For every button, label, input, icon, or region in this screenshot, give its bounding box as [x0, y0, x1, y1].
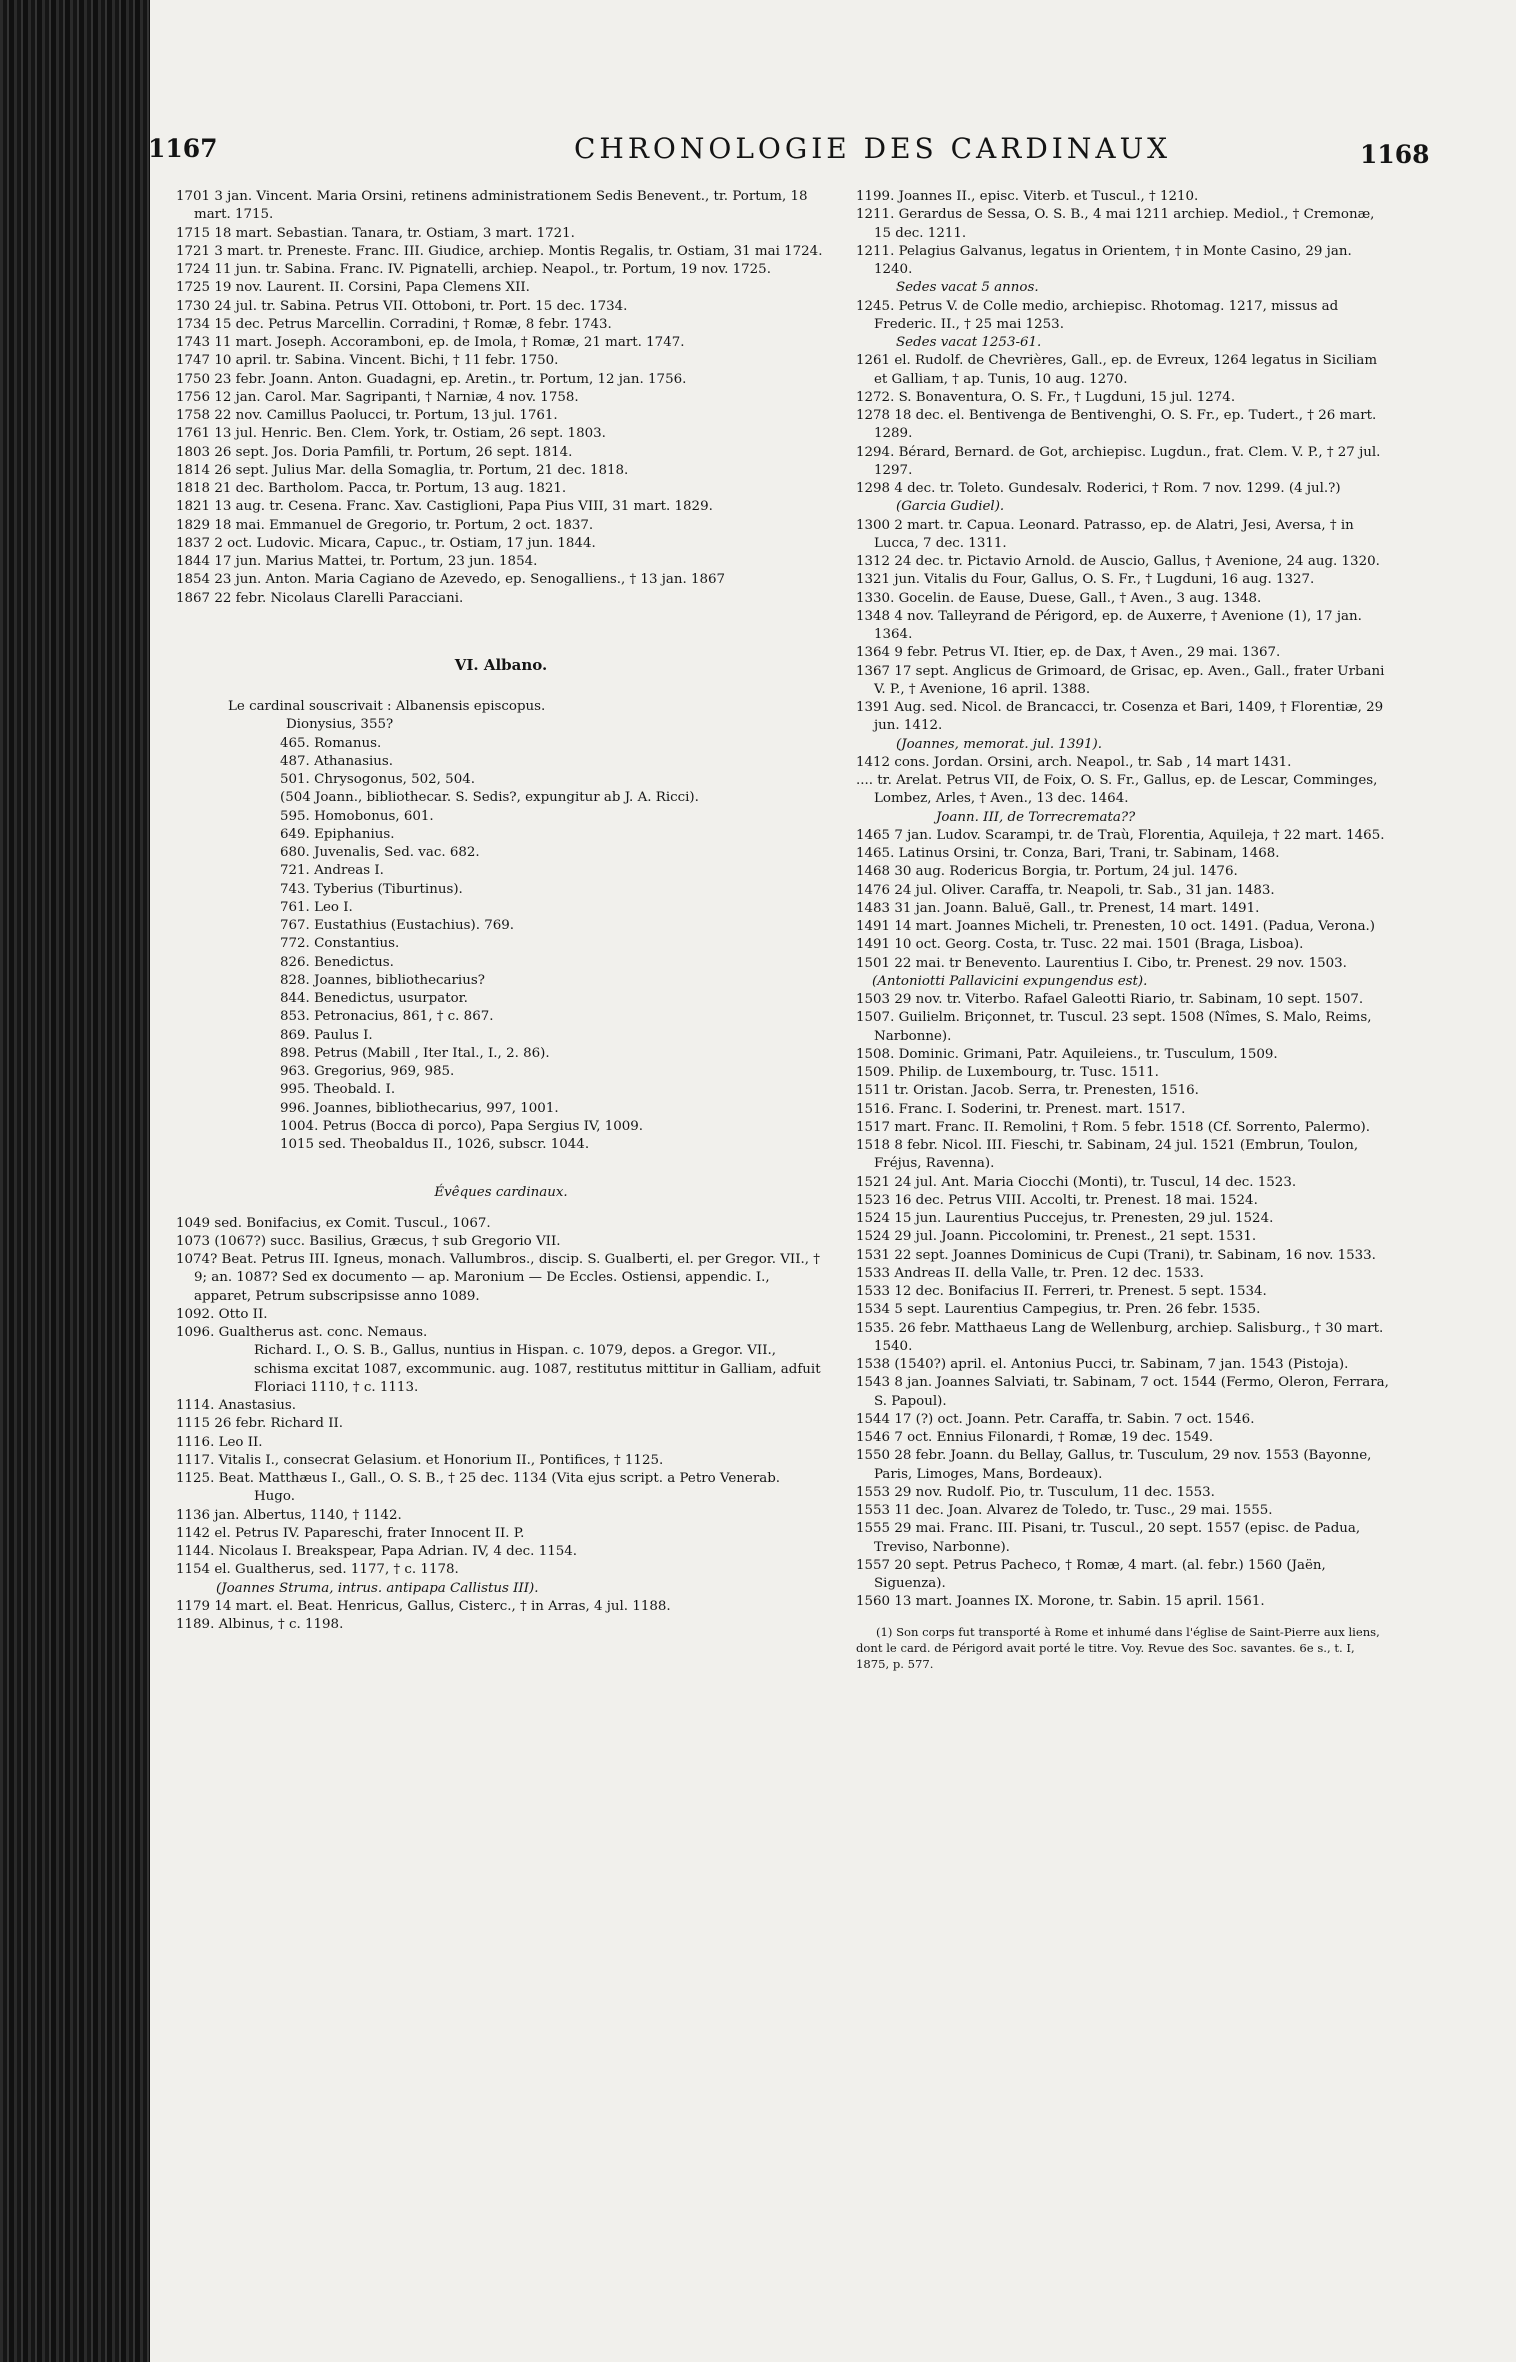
section-heading-albano: VI. Albano.	[454, 655, 548, 674]
entry: 1096. Gualtherus ast. conc. Nemaus.	[176, 1325, 428, 1340]
entries-block-2	[856, 298, 1390, 335]
entry: 1015 sed. Theobaldus II., 1026, subscr. 1044.	[280, 1137, 590, 1152]
entry: 1465 7 jan. Ludov. Scarampi, tr. de Traù, Florentia, Aquileja, † 22 mart. 1465.	[856, 827, 1385, 843]
entry: 828. Joannes, bibliothecarius?	[280, 972, 485, 988]
entries-suburbicarian	[176, 188, 826, 608]
entry: 1491 14 mart. Joannes Micheli, tr. Prenesten, 10 oct. 1491. (Padua, Verona.)	[856, 919, 1376, 934]
entry: 1814 26 sept. Julius Mar. della Somaglia, tr. Portum, 21 dec. 1818.	[176, 462, 629, 478]
entry: 995. Theobald. I.	[280, 1082, 396, 1098]
entries-block-1	[856, 188, 1390, 279]
entry: 1550 28 febr. Joann. du Bellay, Gallus, tr. Tusculum, 29 nov. 1553 (Bayonne, Paris, Limoges, Mans, Bordeaux).	[856, 1448, 1372, 1482]
entry: 1136 jan. Albertus, 1140, † 1142.	[176, 1507, 402, 1523]
entry: 1758 22 nov. Camillus Paolucci, tr. Portum, 13 jul. 1761.	[176, 408, 558, 423]
entry: 1483 31 jan. Joann. Baluë, Gall., tr. Prenest, 14 mart. 1491.	[856, 900, 1260, 916]
entry: 963. Gregorius, 969, 985.	[280, 1064, 455, 1079]
entry: 1734 15 dec. Petrus Marcellin. Corradini, † Romæ, 8 febr. 1743.	[176, 316, 612, 332]
entries-end	[176, 1507, 826, 1580]
entry: 1518 8 febr. Nicol. III. Fieschi, tr. Sabinam, 24 jul. 1521 (Embrun, Toulon, Fréjus, Ravenna).	[856, 1138, 1359, 1172]
entry: 1004. Petrus (Bocca di porco), Papa Sergius IV, 1009.	[280, 1118, 644, 1134]
entry: 1546 7 oct. Ennius Filonardi, † Romæ, 19 dec. 1549.	[856, 1430, 1213, 1445]
scan-left-margin	[0, 0, 150, 2362]
subheading-eveques: Évêques cardinaux.	[434, 1185, 568, 1201]
entries-block-6	[856, 827, 1390, 973]
entry: 1524 29 jul. Joann. Piccolomini, tr. Prenest., 21 sept. 1531.	[856, 1229, 1257, 1245]
entry: 1756 12 jan. Carol. Mar. Sagripanti, † Narniæ, 4 nov. 1758.	[176, 389, 579, 405]
entry: 649. Epiphanius.	[280, 826, 395, 842]
entry: 1750 23 febr. Joann. Anton. Guadagni, ep. Aretin., tr. Portum, 12 jan. 1756.	[176, 371, 687, 387]
entry: 1501 22 mai. tr Benevento. Laurentius I. Cibo, tr. Prenest. 29 nov. 1503.	[856, 955, 1347, 971]
richard-entry: Richard. I., O. S. B., Gallus, nuntius in Hispan. c. 1079, depos. a Gregor. VII., schisma excitat 1087, excommunic. aug. 1087, restitutus mittitur in Galliam, adfuit Floriaci 1110, † c. 1113.	[254, 1343, 821, 1395]
entry: 1555 29 mai. Franc. III. Pisani, tr. Tuscul., 20 sept. 1557 (episc. de Padua, Treviso, Narbonne).	[856, 1521, 1361, 1555]
entry: 1154 el. Gualtherus, sed. 1177, † c. 1178.	[176, 1562, 459, 1578]
entry: 1211. Pelagius Galvanus, legatus in Orientem, † in Monte Casino, 29 jan. 1240.	[856, 243, 1352, 277]
entry: 1725 19 nov. Laurent. II. Corsini, Papa Clemens XII.	[176, 280, 530, 296]
entry: 1503 29 nov. tr. Viterbo. Rafael Galeotti Riario, tr. Sabinam, 10 sept. 1507.	[856, 992, 1364, 1007]
note-antoniotti: (Antoniotti Pallavicini expungendus est).	[872, 973, 1148, 989]
entry: 853. Petronacius, 861, † c. 867.	[280, 1009, 494, 1025]
entry: 826. Benedictus.	[280, 954, 394, 970]
entry: 1544 17 (?) oct. Joann. Petr. Caraffa, tr. Sabin. 7 oct. 1546.	[856, 1411, 1255, 1427]
entry: 996. Joannes, bibliothecarius, 997, 1001.	[280, 1100, 559, 1116]
entry: 1294. Bérard, Bernard. de Got, archiepisc. Lugdun., frat. Clem. V. P., † 27 jul. 1297.	[856, 444, 1381, 478]
entry: 1476 24 jul. Oliver. Caraffa, tr. Neapoli, tr. Sab., 31 jan. 1483.	[856, 882, 1275, 898]
note-joann-iii: Joann. III, de Torrecremata??	[936, 809, 1136, 825]
entry: 1854 23 jun. Anton. Maria Cagiano de Azevedo, ep. Senogalliens., † 13 jan. 1867	[176, 572, 726, 588]
note-joannes-struma: (Joannes Struma, intrus. antipapa Callistus III).	[216, 1580, 539, 1596]
entry: 1511 tr. Oristan. Jacob. Serra, tr. Prenesten, 1516.	[856, 1083, 1199, 1099]
entries-block-4	[856, 517, 1390, 736]
entry: 501. Chrysogonus, 502, 504.	[280, 772, 475, 787]
entry: 1144. Nicolaus I. Breakspear, Papa Adrian. IV, 4 dec. 1154.	[176, 1544, 578, 1559]
entry: 1818 21 dec. Bartholom. Pacca, tr. Portum, 13 aug. 1821.	[176, 481, 567, 496]
entry: 1114. Anastasius.	[176, 1398, 297, 1413]
entry: 1517 mart. Franc. II. Remolini, † Rom. 5 febr. 1518 (Cf. Sorrento, Palermo).	[856, 1119, 1371, 1135]
entry: 1073 (1067?) succ. Basilius, Græcus, † sub Gregorio VII.	[176, 1233, 561, 1249]
intro-line: Le cardinal souscrivait : Albanensis episcopus.	[228, 699, 546, 714]
entry: 1516. Franc. I. Soderini, tr. Prenest. mart. 1517.	[856, 1101, 1186, 1117]
entry: (504 Joann., bibliothecar. S. Sedis?, expungitur ab J. A. Ricci).	[280, 790, 699, 806]
entry: 1509. Philip. de Luxembourg, tr. Tusc. 1511.	[856, 1065, 1159, 1080]
entry: 1538 (1540?) april. el. Antonius Pucci, tr. Sabinam, 7 jan. 1543 (Pistoja).	[856, 1357, 1349, 1372]
entries-after-richard	[176, 1397, 826, 1488]
note-garcia: (Garcia Gudiel).	[896, 499, 1005, 515]
entry: 1367 17 sept. Anglicus de Grimoard, de Grisac, ep. Aven., Gall., frater Urbani V. P., † Avenione, 16 april. 1388.	[856, 663, 1385, 697]
entry: 1199. Joannes II., episc. Viterb. et Tuscul., † 1210.	[856, 189, 1199, 204]
entry: 1523 16 dec. Petrus VIII. Accolti, tr. Prenest. 18 mai. 1524.	[856, 1192, 1258, 1208]
entry: 1821 13 aug. tr. Cesena. Franc. Xav. Castiglioni, Papa Pius VIII, 31 mart. 1829.	[176, 499, 713, 515]
entry: 1125. Beat. Matthæus I., Gall., O. S. B., † 25 dec. 1134 (Vita ejus script. a Petro Venerab.	[176, 1471, 781, 1486]
entry: 1298 4 dec. tr. Toleto. Gundesalv. Roderici, † Rom. 7 nov. 1299. (4 jul.?)	[856, 481, 1341, 496]
entries-block-3	[856, 352, 1390, 498]
entry: 1844 17 jun. Marius Mattei, tr. Portum, 23 jun. 1854.	[176, 554, 538, 569]
entry: 1508. Dominic. Grimani, Patr. Aquileiens., tr. Tusculum, 1509.	[856, 1046, 1278, 1062]
entry: 1524 15 jun. Laurentius Puccejus, tr. Prenesten, 29 jul. 1524.	[856, 1211, 1274, 1226]
entry: 1116. Leo II.	[176, 1434, 263, 1450]
entry: 1272. S. Bonaventura, O. S. Fr., † Lugduni, 15 jul. 1274.	[856, 389, 1236, 405]
entry: 1074? Beat. Petrus III. Igneus, monach. Vallumbros., discip. S. Gualberti, el. per Gregor. VII., † 9; an. 1087? Sed ex documento — ap. Maronium — De Eccles. Ostiensi, appendic. I., apparet, Petrum subscripsisse anno 1089.	[176, 1252, 820, 1304]
entry: 1278 18 dec. el. Bentivenga de Bentivenghi, O. S. Fr., ep. Tudert., † 26 mart. 1289.	[856, 408, 1377, 442]
entry: 1330. Gocelin. de Eause, Duese, Gall., † Aven., 3 aug. 1348.	[856, 590, 1262, 606]
entry: 1142 el. Petrus IV. Papareschi, frater Innocent II. P.	[176, 1525, 525, 1541]
hugo-entry: Hugo.	[254, 1489, 295, 1505]
entry: 1829 18 mai. Emmanuel de Gregorio, tr. Portum, 2 oct. 1837.	[176, 517, 594, 533]
entry: 595. Homobonus, 601.	[280, 808, 434, 824]
entries-block-7	[856, 991, 1390, 1612]
running-title: CHRONOLOGIE DES CARDINAUX	[574, 132, 1172, 165]
entry: 1211. Gerardus de Sessa, O. S. B., 4 mai 1211 archiep. Mediol., † Cremonæ, 15 dec. 1211.	[856, 207, 1375, 241]
entry: 1300 2 mart. tr. Capua. Leonard. Patrasso, ep. de Alatri, Jesi, Aversa, † in Lucca, 7 dec. 1311.	[856, 517, 1354, 551]
entry: 1261 el. Rudolf. de Chevrières, Gall., ep. de Evreux, 1264 legatus in Siciliam et Galliam, † ap. Tunis, 10 aug. 1270.	[856, 353, 1378, 387]
entry: 1364 9 febr. Petrus VI. Itier, ep. de Dax, † Aven., 29 mai. 1367.	[856, 645, 1281, 661]
entry: 1468 30 aug. Rodericus Borgia, tr. Portum, 24 jul. 1476.	[856, 864, 1238, 880]
entry: 898. Petrus (Mabill , Iter Ital., I., 2. 86).	[280, 1045, 550, 1061]
entry: 1507. Guilielm. Briçonnet, tr. Tuscul. 23 sept. 1508 (Nîmes, S. Malo, Reims, Narbonne).	[856, 1010, 1372, 1044]
entry: 1534 5 sept. Laurentius Campegius, tr. Pren. 26 febr. 1535.	[856, 1302, 1261, 1318]
entry: 1867 22 febr. Nicolaus Clarelli Paracciani.	[176, 590, 464, 606]
entry: 1533 Andreas II. della Valle, tr. Pren. 12 dec. 1533.	[856, 1265, 1204, 1281]
entry: 1535. 26 febr. Matthaeus Lang de Wellenburg, archiep. Salisburg., † 30 mart. 1540.	[856, 1320, 1384, 1354]
entry: 743. Tyberius (Tiburtinus).	[280, 881, 463, 897]
entry: 1837 2 oct. Ludovic. Micara, Capuc., tr. Ostiam, 17 jun. 1844.	[176, 535, 596, 551]
entry: 1761 13 jul. Henric. Ben. Clem. York, tr. Ostiam, 26 sept. 1803.	[176, 426, 606, 442]
left-column	[176, 188, 826, 1634]
page-number-left: 1167	[148, 134, 218, 163]
entry: 1245. Petrus V. de Colle medio, archiepisc. Rhotomag. 1217, missus ad Frederic. II., † 25 mai 1253.	[856, 298, 1339, 332]
entry: 1391 Aug. sed. Nicol. de Brancacci, tr. Cosenza et Bari, 1409, † Florentiæ, 29 jun. 1412.	[856, 700, 1384, 734]
entries-albano	[280, 735, 826, 1155]
entry: 1117. Vitalis I., consecrat Gelasium. et Honorium II., Pontifices, † 1125.	[176, 1452, 664, 1468]
entry: 1531 22 sept. Joannes Dominicus de Cupi (Trani), tr. Sabinam, 16 nov. 1533.	[856, 1247, 1376, 1263]
entry: 487. Athanasius.	[280, 753, 394, 769]
entry: 1724 11 jun. tr. Sabina. Franc. IV. Pignatelli, archiep. Neapol., tr. Portum, 19 nov. 1725.	[176, 262, 771, 277]
entry: 1049 sed. Bonifacius, ex Comit. Tuscul., 1067.	[176, 1215, 491, 1231]
entry: 1465. Latinus Orsini, tr. Conza, Bari, Trani, tr. Sabinam, 1468.	[856, 846, 1280, 861]
sedes-vacat-1: Sedes vacat 5 annos.	[896, 280, 1039, 296]
entry: 465. Romanus.	[280, 735, 382, 751]
entry: 1553 11 dec. Joan. Alvarez de Toledo, tr. Tusc., 29 mai. 1555.	[856, 1503, 1273, 1518]
entry: 869. Paulus I.	[280, 1027, 373, 1043]
entry: 1179 14 mart. el. Beat. Henricus, Gallus, Cisterc., † in Arras, 4 jul. 1188.	[176, 1598, 671, 1614]
entry: 772. Constantius.	[280, 936, 400, 952]
entry: 761. Leo I.	[280, 899, 353, 915]
entry: 1092. Otto II.	[176, 1306, 268, 1322]
entry: 1533 12 dec. Bonifacius II. Ferreri, tr. Prenest. 5 sept. 1534.	[856, 1284, 1267, 1299]
entry: 1491 10 oct. Georg. Costa, tr. Tusc. 22 mai. 1501 (Braga, Lisboa).	[856, 937, 1304, 953]
entry: 1560 13 mart. Joannes IX. Morone, tr. Sabin. 15 april. 1561.	[856, 1594, 1265, 1610]
page-number-right: 1168	[1360, 140, 1430, 169]
entry: 721. Andreas I.	[280, 863, 384, 879]
entry: 1721 3 mart. tr. Preneste. Franc. III. Giudice, archiep. Montis Regalis, tr. Ostiam, 31 mai 1724.	[176, 243, 823, 259]
entry: .... tr. Arelat. Petrus VII, de Foix, O. S. Fr., Gallus, ep. de Lescar, Comminges, Lombez, Arles, † Aven., 13 dec. 1464.	[856, 773, 1378, 807]
entry: 1557 20 sept. Petrus Pacheco, † Romæ, 4 mart. (al. febr.) 1560 (Jaën, Siguenza).	[856, 1557, 1326, 1591]
entry: 1348 4 nov. Talleyrand de Périgord, ep. de Auxerre, † Avenione (1), 17 jan. 1364.	[856, 608, 1362, 642]
footnote: (1) Son corps fut transporté à Rome et inhumé dans l'église de Saint-Pierre aux liens, dont le card. de Périgord avait porté le titre. Voy. Revue des Soc. savantes. 6e s., t. I, 1875, p. 577.	[856, 1624, 1380, 1671]
entry: 1312 24 dec. tr. Pictavio Arnold. de Auscio, Gallus, † Avenione, 24 aug. 1320.	[856, 554, 1380, 569]
entry: 1553 29 nov. Rudolf. Pio, tr. Tusculum, 11 dec. 1553.	[856, 1484, 1215, 1500]
note-joannes-memorat: (Joannes, memorat. jul. 1391).	[896, 736, 1102, 752]
entry: 1115 26 febr. Richard II.	[176, 1416, 344, 1432]
entry: 1321 jun. Vitalis du Four, Gallus, O. S. Fr., † Lugduni, 16 aug. 1327.	[856, 572, 1315, 588]
entry: 680. Juvenalis, Sed. vac. 682.	[280, 845, 480, 860]
entry: 1730 24 jul. tr. Sabina. Petrus VII. Ottoboni, tr. Port. 15 dec. 1734.	[176, 298, 628, 314]
entry: 1803 26 sept. Jos. Doria Pamfili, tr. Portum, 26 sept. 1814.	[176, 444, 573, 460]
entry: 1747 10 april. tr. Sabina. Vincent. Bichi, † 11 febr. 1750.	[176, 353, 559, 369]
intro-first: Dionysius, 355?	[286, 717, 394, 733]
entry: 1412 cons. Jordan. Orsini, arch. Neapol., tr. Sab , 14 mart 1431.	[856, 754, 1292, 770]
entries-block-5	[856, 754, 1390, 809]
sedes-vacat-2: Sedes vacat 1253-61.	[896, 335, 1042, 350]
entries-final	[176, 1598, 826, 1635]
entry: 1521 24 jul. Ant. Maria Ciocchi (Monti), tr. Tuscul, 14 dec. 1523.	[856, 1174, 1297, 1190]
right-column	[856, 188, 1390, 1683]
entry: 1743 11 mart. Joseph. Accoramboni, ep. de Imola, † Romæ, 21 mart. 1747.	[176, 335, 685, 350]
entry: 1543 8 jan. Joannes Salviati, tr. Sabinam, 7 oct. 1544 (Fermo, Oleron, Ferrara, S. Papoul).	[856, 1375, 1389, 1409]
entry: 1701 3 jan. Vincent. Maria Orsini, retinens administrationem Sedis Benevent., tr. Portum, 18 mart. 1715.	[176, 189, 808, 223]
entries-eveques	[176, 1215, 826, 1343]
entry: 844. Benedictus, usurpator.	[280, 991, 468, 1006]
entry: 767. Eustathius (Eustachius). 769.	[280, 918, 515, 933]
entry: 1715 18 mart. Sebastian. Tanara, tr. Ostiam, 3 mart. 1721.	[176, 225, 575, 241]
entry: 1189. Albinus, † c. 1198.	[176, 1617, 344, 1632]
